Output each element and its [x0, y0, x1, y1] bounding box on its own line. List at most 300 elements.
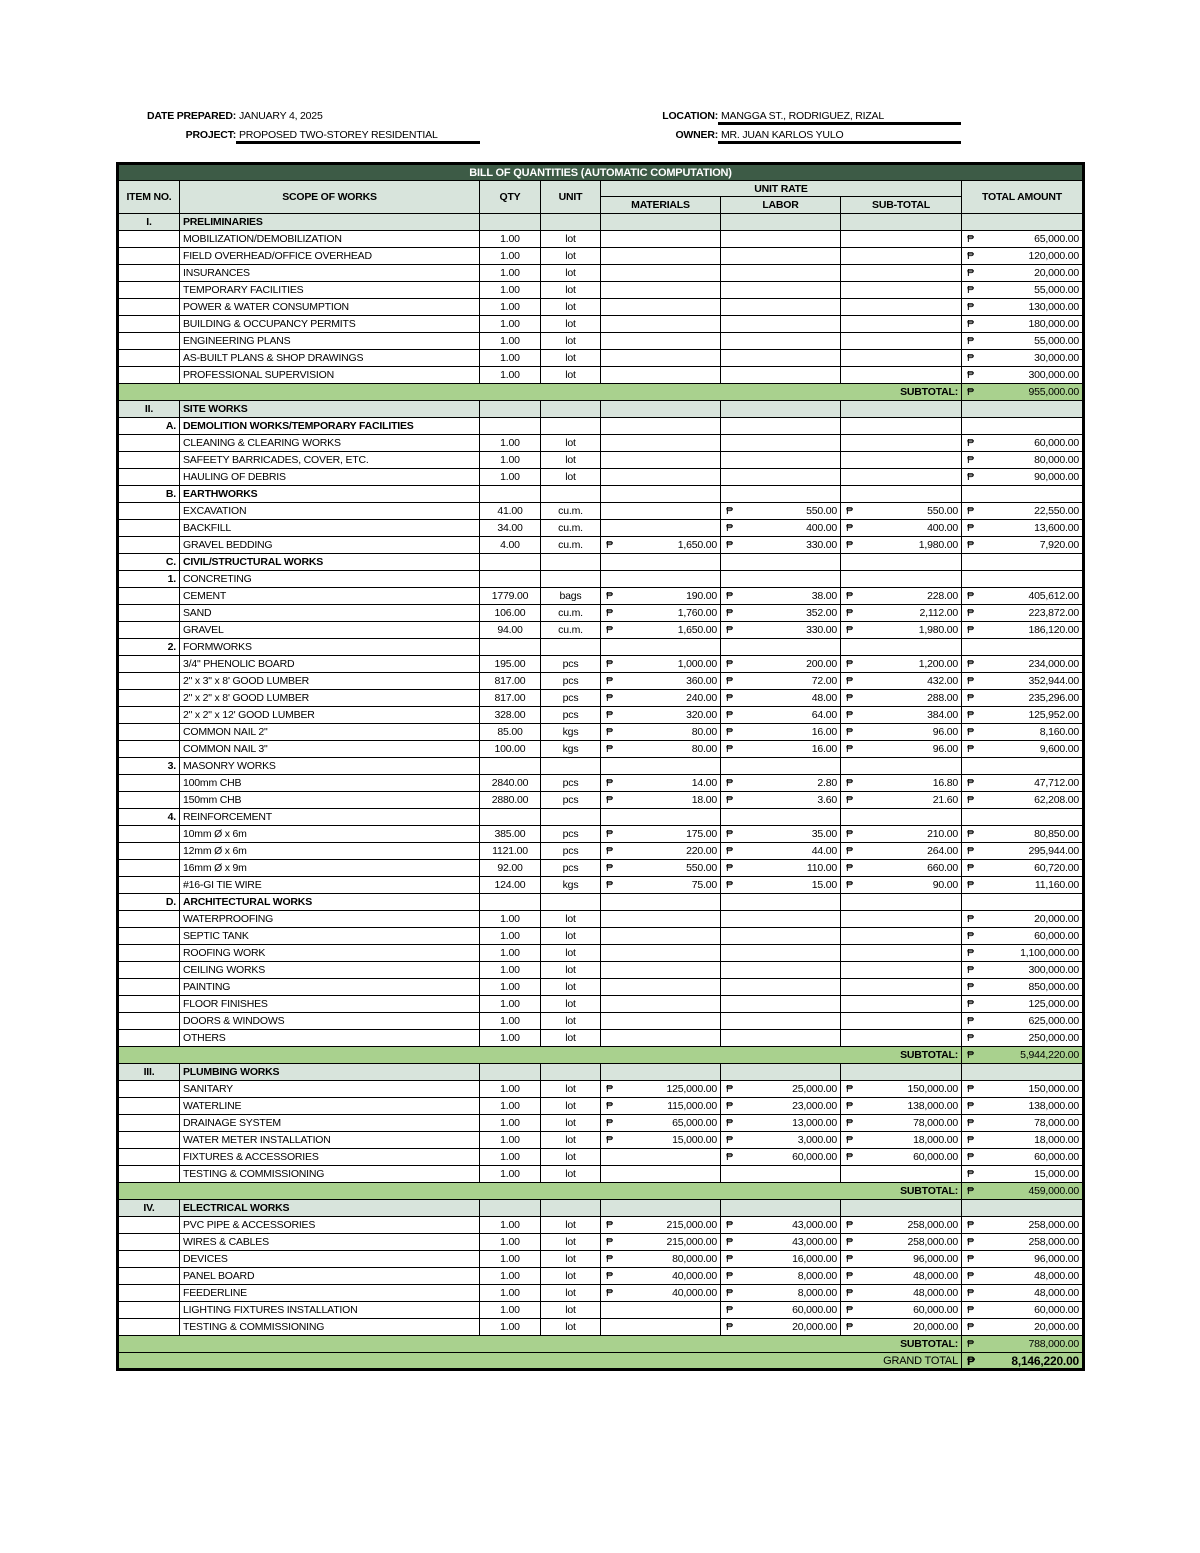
item-no — [118, 945, 180, 962]
section-row — [118, 1200, 1084, 1217]
total-amount-cell — [962, 316, 1084, 333]
table-row — [118, 1030, 1084, 1047]
materials-rate-cell — [601, 928, 721, 945]
unit — [541, 1200, 601, 1217]
materials-rate-cell — [601, 673, 721, 690]
total-amount-cell — [962, 588, 1084, 605]
subtotal-row — [118, 1336, 1084, 1353]
subtotal-rate: 138,000.00 — [907, 1100, 958, 1112]
subtotal-rate: 90.00 — [932, 879, 958, 891]
total-amount: 130,000.00 — [1028, 301, 1080, 313]
subtotal-rate: 21.60 — [932, 794, 958, 806]
subtotal-rate-cell — [841, 1013, 962, 1030]
qty: 1.00 — [480, 231, 541, 248]
scope-of-work: DEVICES — [180, 1251, 480, 1268]
scope-of-work: BACKFILL — [180, 520, 480, 537]
qty: 1.00 — [480, 979, 541, 996]
subtotal-rate-cell — [841, 299, 962, 316]
qty: 1.00 — [480, 945, 541, 962]
peso-sign: ₱ — [846, 1151, 853, 1163]
labor-rate-cell — [721, 452, 841, 469]
item-no — [118, 367, 180, 384]
table-row — [118, 826, 1084, 843]
scope-of-work: WIRES & CABLES — [180, 1234, 480, 1251]
item-no — [118, 775, 180, 792]
group-row — [118, 809, 1084, 826]
item-no — [118, 537, 180, 554]
labor-rate-cell — [721, 231, 841, 248]
labor-rate-cell — [721, 1200, 841, 1217]
labor-rate-cell — [721, 894, 841, 911]
subtotal-rate: 96,000.00 — [913, 1253, 958, 1265]
labor-rate: 23,000.00 — [792, 1100, 837, 1112]
materials-rate-cell — [601, 1030, 721, 1047]
total-amount-cell — [962, 1115, 1084, 1132]
qty: 1.00 — [480, 1319, 541, 1336]
qty: 1.00 — [480, 962, 541, 979]
subtotal-rate: 48,000.00 — [913, 1287, 958, 1299]
table-row — [118, 622, 1084, 639]
subtotal-label: SUBTOTAL: — [118, 384, 962, 401]
total-amount-cell — [962, 537, 1084, 554]
group-row — [118, 571, 1084, 588]
item-no — [118, 1115, 180, 1132]
table-row — [118, 299, 1084, 316]
subtotal-rate-cell — [841, 843, 962, 860]
item-no — [118, 1251, 180, 1268]
total-amount-cell — [962, 367, 1084, 384]
peso-sign: ₱ — [967, 1321, 974, 1333]
materials-rate-cell — [601, 792, 721, 809]
materials-rate-cell — [601, 265, 721, 282]
scope-of-work: WATERPROOFING — [180, 911, 480, 928]
scope-of-work: PLUMBING WORKS — [180, 1064, 480, 1081]
labor-rate-cell — [721, 1319, 841, 1336]
col-materials: MATERIALS — [601, 197, 721, 214]
peso-sign: ₱ — [967, 437, 974, 449]
subtotal-rate-cell — [841, 571, 962, 588]
subtotal-cell — [962, 384, 1084, 401]
subtotal-rate-cell — [841, 860, 962, 877]
materials-rate-cell — [601, 367, 721, 384]
labor-rate: 38.00 — [811, 590, 837, 602]
materials-rate-cell — [601, 316, 721, 333]
peso-sign: ₱ — [967, 590, 974, 602]
qty: 2880.00 — [480, 792, 541, 809]
unit: cu.m. — [541, 503, 601, 520]
labor-rate-cell — [721, 945, 841, 962]
materials-rate-cell — [601, 996, 721, 1013]
scope-of-work: PVC PIPE & ACCESSORIES — [180, 1217, 480, 1234]
scope-of-work: ROOFING WORK — [180, 945, 480, 962]
scope-of-work: SANITARY — [180, 1081, 480, 1098]
subtotal-rate-cell — [841, 1098, 962, 1115]
item-no — [118, 282, 180, 299]
peso-sign: ₱ — [726, 1083, 733, 1095]
item-no — [118, 248, 180, 265]
unit: lot — [541, 1166, 601, 1183]
peso-sign: ₱ — [606, 590, 613, 602]
table-row — [118, 1319, 1084, 1336]
total-amount-cell — [962, 1234, 1084, 1251]
subtotal-row — [118, 1047, 1084, 1064]
subtotal-rate-cell — [841, 282, 962, 299]
subtotal-value: 459,000.00 — [1028, 1185, 1080, 1197]
table-row — [118, 690, 1084, 707]
peso-sign: ₱ — [967, 1219, 974, 1231]
subtotal-rate: 96.00 — [932, 743, 958, 755]
labor-rate-cell — [721, 826, 841, 843]
unit: lot — [541, 928, 601, 945]
qty — [480, 214, 541, 231]
materials-rate-cell — [601, 707, 721, 724]
table-row — [118, 316, 1084, 333]
qty: 385.00 — [480, 826, 541, 843]
total-amount-cell — [962, 962, 1084, 979]
materials-rate: 1,760.00 — [677, 607, 717, 619]
labor-rate: 43,000.00 — [792, 1236, 837, 1248]
peso-sign: ₱ — [967, 522, 974, 534]
peso-sign: ₱ — [967, 1338, 974, 1350]
materials-rate-cell — [601, 826, 721, 843]
labor-rate-cell — [721, 435, 841, 452]
qty: 1.00 — [480, 1251, 541, 1268]
qty: 1.00 — [480, 265, 541, 282]
subtotal-rate-cell — [841, 333, 962, 350]
labor-rate-cell — [721, 1268, 841, 1285]
peso-sign: ₱ — [967, 709, 974, 721]
labor-rate-cell — [721, 1285, 841, 1302]
materials-rate-cell — [601, 1166, 721, 1183]
labor-rate-cell — [721, 1013, 841, 1030]
subtotal-rate: 150,000.00 — [907, 1083, 958, 1095]
subtotal-rate-cell — [841, 537, 962, 554]
subtotal-rate-cell — [841, 605, 962, 622]
qty: 328.00 — [480, 707, 541, 724]
unit: lot — [541, 945, 601, 962]
table-row — [118, 1149, 1084, 1166]
column-header-row — [118, 181, 1084, 197]
item-no — [118, 452, 180, 469]
scope-of-work: CIVIL/STRUCTURAL WORKS — [180, 554, 480, 571]
peso-sign: ₱ — [967, 624, 974, 636]
labor-rate-cell — [721, 809, 841, 826]
peso-sign: ₱ — [726, 777, 733, 789]
qty — [480, 401, 541, 418]
item-no: C. — [118, 554, 180, 571]
materials-rate-cell — [601, 809, 721, 826]
item-no — [118, 1234, 180, 1251]
section-row — [118, 1064, 1084, 1081]
item-no — [118, 1132, 180, 1149]
subtotal-rate-cell — [841, 792, 962, 809]
materials-rate-cell — [601, 1115, 721, 1132]
peso-sign: ₱ — [846, 879, 853, 891]
total-amount-cell — [962, 843, 1084, 860]
scope-of-work: 16mm Ø x 9m — [180, 860, 480, 877]
materials-rate: 1,650.00 — [677, 539, 717, 551]
unit: lot — [541, 367, 601, 384]
qty: 1.00 — [480, 1302, 541, 1319]
total-amount: 405,612.00 — [1028, 590, 1080, 602]
subtotal-rate-cell — [841, 554, 962, 571]
peso-sign: ₱ — [726, 692, 733, 704]
peso-sign: ₱ — [967, 1032, 974, 1044]
peso-sign: ₱ — [967, 1353, 975, 1368]
labor-rate-cell — [721, 996, 841, 1013]
qty — [480, 1200, 541, 1217]
qty: 1.00 — [480, 435, 541, 452]
materials-rate: 80.00 — [691, 743, 717, 755]
total-amount: 48,000.00 — [1034, 1287, 1080, 1299]
total-amount-cell — [962, 435, 1084, 452]
subtotal-rate-cell — [841, 214, 962, 231]
total-amount: 120,000.00 — [1028, 250, 1080, 262]
peso-sign: ₱ — [967, 913, 974, 925]
peso-sign: ₱ — [846, 828, 853, 840]
total-amount: 150,000.00 — [1028, 1083, 1080, 1095]
peso-sign: ₱ — [606, 692, 613, 704]
total-amount: 18,000.00 — [1034, 1134, 1080, 1146]
subtotal-rate: 1,980.00 — [918, 624, 958, 636]
qty — [480, 1064, 541, 1081]
table-row — [118, 1234, 1084, 1251]
subtotal-rate: 258,000.00 — [907, 1236, 958, 1248]
subtotal-rate-cell — [841, 826, 962, 843]
peso-sign: ₱ — [967, 352, 974, 364]
peso-sign: ₱ — [726, 845, 733, 857]
unit: lot — [541, 350, 601, 367]
scope-of-work: POWER & WATER CONSUMPTION — [180, 299, 480, 316]
qty: 1.00 — [480, 1030, 541, 1047]
peso-sign: ₱ — [726, 1219, 733, 1231]
materials-rate-cell — [601, 503, 721, 520]
item-no — [118, 843, 180, 860]
unit: pcs — [541, 826, 601, 843]
subtotal-rate-cell — [841, 979, 962, 996]
materials-rate-cell — [601, 656, 721, 673]
unit — [541, 571, 601, 588]
item-no: B. — [118, 486, 180, 503]
qty: 34.00 — [480, 520, 541, 537]
peso-sign: ₱ — [967, 777, 974, 789]
peso-sign: ₱ — [726, 1117, 733, 1129]
materials-rate-cell — [601, 571, 721, 588]
location-value: MANGGA ST., RODRIGUEZ, RIZAL — [718, 110, 961, 125]
total-amount: 15,000.00 — [1034, 1168, 1080, 1180]
peso-sign: ₱ — [967, 318, 974, 330]
materials-rate: 190.00 — [686, 590, 717, 602]
materials-rate-cell — [601, 911, 721, 928]
table-row — [118, 1285, 1084, 1302]
peso-sign: ₱ — [967, 1287, 974, 1299]
total-amount-cell — [962, 911, 1084, 928]
labor-rate: 43,000.00 — [792, 1219, 837, 1231]
section-row — [118, 401, 1084, 418]
qty: 1.00 — [480, 469, 541, 486]
unit: lot — [541, 316, 601, 333]
peso-sign: ₱ — [846, 726, 853, 738]
item-no — [118, 860, 180, 877]
total-amount: 20,000.00 — [1034, 267, 1080, 279]
item-no — [118, 877, 180, 894]
peso-sign: ₱ — [967, 250, 974, 262]
scope-of-work: 10mm Ø x 6m — [180, 826, 480, 843]
col-unit-rate: UNIT RATE — [601, 181, 962, 197]
unit: lot — [541, 282, 601, 299]
total-amount: 850,000.00 — [1028, 981, 1080, 993]
scope-of-work: SAND — [180, 605, 480, 622]
scope-of-work: DOORS & WINDOWS — [180, 1013, 480, 1030]
section-row — [118, 214, 1084, 231]
labor-rate-cell — [721, 486, 841, 503]
peso-sign: ₱ — [967, 386, 974, 398]
materials-rate-cell — [601, 962, 721, 979]
table-row — [118, 231, 1084, 248]
qty: 100.00 — [480, 741, 541, 758]
col-scope: SCOPE OF WORKS — [180, 181, 480, 214]
qty: 1.00 — [480, 1149, 541, 1166]
peso-sign: ₱ — [846, 1236, 853, 1248]
subtotal-rate-cell — [841, 639, 962, 656]
scope-of-work: 3/4" PHENOLIC BOARD — [180, 656, 480, 673]
total-amount-cell — [962, 639, 1084, 656]
total-amount: 30,000.00 — [1034, 352, 1080, 364]
scope-of-work: EARTHWORKS — [180, 486, 480, 503]
scope-of-work: WATER METER INSTALLATION — [180, 1132, 480, 1149]
scope-of-work: DEMOLITION WORKS/TEMPORARY FACILITIES — [180, 418, 480, 435]
unit — [541, 894, 601, 911]
peso-sign: ₱ — [846, 1304, 853, 1316]
labor-rate-cell — [721, 1302, 841, 1319]
subtotal-rate-cell — [841, 248, 962, 265]
labor-rate-cell — [721, 367, 841, 384]
labor-rate-cell — [721, 673, 841, 690]
subtotal-rate-cell — [841, 367, 962, 384]
peso-sign: ₱ — [967, 454, 974, 466]
total-amount-cell — [962, 520, 1084, 537]
total-amount-cell — [962, 1200, 1084, 1217]
owner-label: OWNER: — [675, 129, 718, 141]
total-amount-cell — [962, 1098, 1084, 1115]
peso-sign: ₱ — [606, 539, 613, 551]
qty: 1.00 — [480, 316, 541, 333]
total-amount-cell — [962, 350, 1084, 367]
table-row — [118, 1132, 1084, 1149]
peso-sign: ₱ — [606, 709, 613, 721]
subtotal-rate-cell — [841, 758, 962, 775]
peso-sign: ₱ — [967, 1151, 974, 1163]
scope-of-work: 2" x 2" x 12' GOOD LUMBER — [180, 707, 480, 724]
table-row — [118, 656, 1084, 673]
qty: 817.00 — [480, 673, 541, 690]
total-amount-cell — [962, 1149, 1084, 1166]
materials-rate-cell — [601, 1302, 721, 1319]
labor-rate: 200.00 — [806, 658, 837, 670]
peso-sign: ₱ — [967, 658, 974, 670]
total-amount: 47,712.00 — [1034, 777, 1080, 789]
peso-sign: ₱ — [606, 1219, 613, 1231]
labor-rate: 8,000.00 — [797, 1287, 837, 1299]
labor-rate-cell — [721, 571, 841, 588]
subtotal-value: 955,000.00 — [1028, 386, 1080, 398]
total-amount-cell — [962, 809, 1084, 826]
materials-rate-cell — [601, 333, 721, 350]
materials-rate: 40,000.00 — [672, 1287, 717, 1299]
table-row — [118, 673, 1084, 690]
peso-sign: ₱ — [846, 777, 853, 789]
materials-rate-cell — [601, 945, 721, 962]
qty: 1.00 — [480, 1115, 541, 1132]
total-amount-cell — [962, 1166, 1084, 1183]
materials-rate-cell — [601, 554, 721, 571]
peso-sign: ₱ — [606, 1100, 613, 1112]
materials-rate: 215,000.00 — [666, 1236, 717, 1248]
grand-total-value: 8,146,220.00 — [1011, 1353, 1080, 1368]
unit: lot — [541, 1149, 601, 1166]
qty: 195.00 — [480, 656, 541, 673]
total-amount-cell — [962, 1319, 1084, 1336]
materials-rate: 65,000.00 — [672, 1117, 717, 1129]
labor-rate-cell — [721, 724, 841, 741]
item-no — [118, 350, 180, 367]
qty: 1.00 — [480, 1166, 541, 1183]
table-row — [118, 503, 1084, 520]
subtotal-rate: 2,112.00 — [919, 607, 958, 619]
item-no: 1. — [118, 571, 180, 588]
item-no — [118, 741, 180, 758]
peso-sign: ₱ — [967, 692, 974, 704]
peso-sign: ₱ — [606, 1134, 613, 1146]
qty — [480, 639, 541, 656]
labor-rate-cell — [721, 1064, 841, 1081]
subtotal-rate: 660.00 — [927, 862, 958, 874]
item-no — [118, 707, 180, 724]
table-row — [118, 792, 1084, 809]
materials-rate: 175.00 — [686, 828, 717, 840]
labor-rate: 60,000.00 — [792, 1151, 837, 1163]
labor-rate: 352.00 — [806, 607, 837, 619]
table-row — [118, 1013, 1084, 1030]
peso-sign: ₱ — [726, 1270, 733, 1282]
materials-rate: 220.00 — [686, 845, 717, 857]
total-amount: 180,000.00 — [1028, 318, 1080, 330]
scope-of-work: GRAVEL — [180, 622, 480, 639]
labor-rate: 3.60 — [817, 794, 837, 806]
table-title: BILL OF QUANTITIES (AUTOMATIC COMPUTATION) — [118, 164, 1084, 181]
subtotal-rate-cell — [841, 265, 962, 282]
subtotal-rate-cell — [841, 316, 962, 333]
unit — [541, 809, 601, 826]
subtotal-rate: 288.00 — [927, 692, 958, 704]
peso-sign: ₱ — [606, 845, 613, 857]
labor-rate-cell — [721, 418, 841, 435]
table-row — [118, 1166, 1084, 1183]
subtotal-rate: 60,000.00 — [913, 1304, 958, 1316]
project-label: PROJECT: — [185, 129, 236, 141]
subtotal-rate-cell — [841, 486, 962, 503]
item-no — [118, 1013, 180, 1030]
peso-sign: ₱ — [846, 505, 853, 517]
group-row — [118, 554, 1084, 571]
subtotal-rate: 258,000.00 — [907, 1219, 958, 1231]
peso-sign: ₱ — [967, 1236, 974, 1248]
document-header — [0, 0, 1200, 150]
scope-of-work: HAULING OF DEBRIS — [180, 469, 480, 486]
total-amount-cell — [962, 945, 1084, 962]
labor-rate: 3,000.00 — [797, 1134, 837, 1146]
subtotal-rate-cell — [841, 1115, 962, 1132]
